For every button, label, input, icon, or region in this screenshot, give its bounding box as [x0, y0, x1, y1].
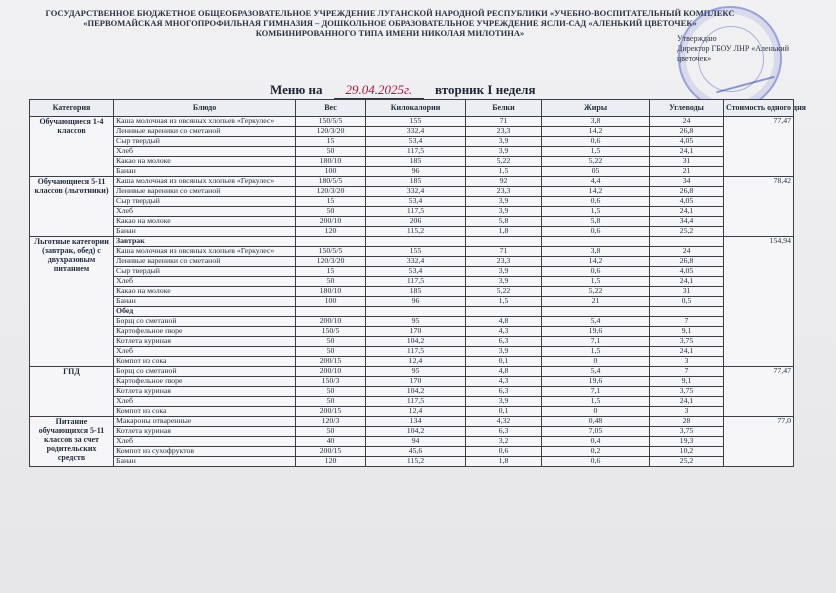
- carb-cell: 31: [650, 287, 724, 297]
- dish-cell: Борщ со сметаной: [114, 317, 296, 327]
- protein-cell: 23,3: [466, 127, 542, 137]
- weight-cell: 200/15: [296, 357, 366, 367]
- menu-table: [29, 99, 807, 467]
- kcal-cell: 53,4: [366, 197, 466, 207]
- dish-cell: Котлета куриная: [114, 387, 296, 397]
- fat-cell: 3,8: [542, 247, 650, 257]
- cost-cell: 77,47: [724, 367, 794, 417]
- dish-cell: Картофельное пюре: [114, 377, 296, 387]
- protein-cell: 0,1: [466, 407, 542, 417]
- weight-cell: 200/15: [296, 447, 366, 457]
- protein-cell: [466, 237, 542, 247]
- dish-cell: Компот из сока: [114, 407, 296, 417]
- protein-cell: 4,8: [466, 317, 542, 327]
- table-row: [30, 227, 794, 237]
- protein-cell: 1,8: [466, 457, 542, 467]
- protein-cell: 1,5: [466, 297, 542, 307]
- fat-cell: 1,5: [542, 397, 650, 407]
- cost-cell: 77,47: [724, 117, 794, 177]
- carb-cell: 24,1: [650, 397, 724, 407]
- table-row: [30, 357, 794, 367]
- protein-cell: 5,22: [466, 287, 542, 297]
- carb-cell: 21: [650, 167, 724, 177]
- protein-cell: 0,1: [466, 357, 542, 367]
- table-row: [30, 417, 794, 427]
- protein-cell: 23,3: [466, 257, 542, 267]
- approval-line-2: Директор ГБОУ ЛНР «Аленький: [677, 44, 789, 53]
- kcal-cell: 332,4: [366, 127, 466, 137]
- kcal-cell: [366, 237, 466, 247]
- weight-cell: 150/5/5: [296, 247, 366, 257]
- dish-cell: Котлета куриная: [114, 427, 296, 437]
- kcal-cell: 117,5: [366, 277, 466, 287]
- protein-cell: 6,3: [466, 427, 542, 437]
- dish-cell: Какао на молоке: [114, 217, 296, 227]
- carb-cell: 3,75: [650, 387, 724, 397]
- dish-cell: Банан: [114, 167, 296, 177]
- weight-cell: [296, 237, 366, 247]
- category-cell: Льготные категории (завтрак, обед) с двухразовым питанием: [30, 237, 114, 367]
- kcal-cell: 115,2: [366, 457, 466, 467]
- carb-cell: 3: [650, 357, 724, 367]
- table-row: [30, 167, 794, 177]
- weight-cell: 50: [296, 277, 366, 287]
- table-row: [30, 137, 794, 147]
- kcal-cell: 155: [366, 117, 466, 127]
- carb-cell: 3,75: [650, 427, 724, 437]
- table-row: [30, 207, 794, 217]
- column-header: Углеводы: [650, 100, 724, 117]
- kcal-cell: 117,5: [366, 147, 466, 157]
- fat-cell: 0,6: [542, 457, 650, 467]
- weight-cell: 180/10: [296, 157, 366, 167]
- carb-cell: 25,2: [650, 227, 724, 237]
- fat-cell: 3,8: [542, 117, 650, 127]
- cost-cell: 154,94: [724, 237, 794, 367]
- table-row: [30, 127, 794, 137]
- fat-cell: 0,6: [542, 267, 650, 277]
- cost-cell: 78,42: [724, 177, 794, 237]
- fat-cell: 14,2: [542, 127, 650, 137]
- kcal-cell: 104,2: [366, 337, 466, 347]
- header-line-1: ГОСУДАРСТВЕННОЕ БЮДЖЕТНОЕ ОБЩЕОБРАЗОВАТЕЛЬНОЕ УЧРЕЖДЕНИЕ ЛУГАНСКОЙ НАРОДНОЙ РЕСПУБЛИКИ «УЧЕБНО-ВОСПИТАТЕЛЬНЫЙ КОМПЛЕКС: [45, 8, 735, 18]
- fat-cell: 1,5: [542, 347, 650, 357]
- weight-cell: 50: [296, 337, 366, 347]
- carb-cell: 24,1: [650, 277, 724, 287]
- carb-cell: 24,1: [650, 147, 724, 157]
- kcal-cell: 117,5: [366, 207, 466, 217]
- dish-cell: Ленивые вареники со сметаной: [114, 257, 296, 267]
- protein-cell: 6,3: [466, 387, 542, 397]
- column-header: Блюдо: [114, 100, 296, 117]
- fat-cell: 5,4: [542, 367, 650, 377]
- protein-cell: 0,6: [466, 447, 542, 457]
- fat-cell: 19,6: [542, 377, 650, 387]
- weight-cell: 50: [296, 397, 366, 407]
- kcal-cell: 104,2: [366, 427, 466, 437]
- weight-cell: 120: [296, 457, 366, 467]
- fat-cell: 0,6: [542, 227, 650, 237]
- protein-cell: 1,5: [466, 167, 542, 177]
- dish-cell: Сыр твердый: [114, 137, 296, 147]
- carb-cell: 19,3: [650, 437, 724, 447]
- table-row: [30, 387, 794, 397]
- menu-title: [270, 82, 535, 99]
- menu-body: [30, 117, 794, 467]
- table-row: [30, 367, 794, 377]
- kcal-cell: 94: [366, 437, 466, 447]
- table-row: [30, 187, 794, 197]
- kcal-cell: 12,4: [366, 357, 466, 367]
- protein-cell: 3,9: [466, 137, 542, 147]
- carb-cell: 26,8: [650, 257, 724, 267]
- dish-cell: Банан: [114, 457, 296, 467]
- category-cell: Питание обучающихся 5-11 классов за счет родительских средств: [30, 417, 114, 467]
- table-row: [30, 427, 794, 437]
- weight-cell: 120/3/20: [296, 187, 366, 197]
- protein-cell: 5,22: [466, 157, 542, 167]
- carb-cell: 31: [650, 157, 724, 167]
- fat-cell: 1,5: [542, 207, 650, 217]
- weight-cell: 200/10: [296, 367, 366, 377]
- kcal-cell: 332,4: [366, 257, 466, 267]
- weight-cell: 180/5/5: [296, 177, 366, 187]
- protein-cell: 4,3: [466, 377, 542, 387]
- protein-cell: 6,3: [466, 337, 542, 347]
- table-row: [30, 347, 794, 357]
- fat-cell: [542, 237, 650, 247]
- column-header: Жиры: [542, 100, 650, 117]
- column-header: Категория: [30, 100, 114, 117]
- protein-cell: 3,9: [466, 277, 542, 287]
- kcal-cell: 185: [366, 157, 466, 167]
- category-cell: Обучающиеся 1-4 классов: [30, 117, 114, 177]
- carb-cell: 3: [650, 407, 724, 417]
- table-row: [30, 447, 794, 457]
- weight-cell: 200/10: [296, 317, 366, 327]
- carb-cell: 28: [650, 417, 724, 427]
- fat-cell: 4,4: [542, 177, 650, 187]
- column-header: Белки: [466, 100, 542, 117]
- dish-cell: Каша молочная из овсяных хлопьев «Геркулес»: [114, 247, 296, 257]
- fat-cell: 5,8: [542, 217, 650, 227]
- table-row: [30, 457, 794, 467]
- dish-cell: Какао на молоке: [114, 287, 296, 297]
- weight-cell: 200/15: [296, 407, 366, 417]
- table-row: [30, 267, 794, 277]
- dish-cell: Макароны отваренные: [114, 417, 296, 427]
- weight-cell: 40: [296, 437, 366, 447]
- kcal-cell: 206: [366, 217, 466, 227]
- kcal-cell: 185: [366, 177, 466, 187]
- weight-cell: 150/5/5: [296, 117, 366, 127]
- weight-cell: 120/3/20: [296, 127, 366, 137]
- carb-cell: 24: [650, 247, 724, 257]
- dish-cell: Котлета куриная: [114, 337, 296, 347]
- protein-cell: 3,9: [466, 197, 542, 207]
- weight-cell: 120/3: [296, 417, 366, 427]
- protein-cell: 4,32: [466, 417, 542, 427]
- cost-cell: 77,0: [724, 417, 794, 467]
- weight-cell: 50: [296, 347, 366, 357]
- fat-cell: 1,5: [542, 277, 650, 287]
- table-row: [30, 297, 794, 307]
- dish-cell: Каша молочная из овсяных хлопьев «Геркулес»: [114, 177, 296, 187]
- approval-line-3: цветочек»: [677, 54, 712, 63]
- fat-cell: 05: [542, 167, 650, 177]
- fat-cell: 14,2: [542, 257, 650, 267]
- kcal-cell: 53,4: [366, 137, 466, 147]
- dish-cell: Сыр твердый: [114, 197, 296, 207]
- kcal-cell: 134: [366, 417, 466, 427]
- weight-cell: 200/10: [296, 217, 366, 227]
- carb-cell: 34,4: [650, 217, 724, 227]
- carb-cell: 7: [650, 317, 724, 327]
- weight-cell: 50: [296, 387, 366, 397]
- table-row: [30, 327, 794, 337]
- carb-cell: 25,2: [650, 457, 724, 467]
- category-cell: Обучающиеся 5-11 классов (льготники): [30, 177, 114, 237]
- weight-cell: 50: [296, 427, 366, 437]
- header-row: [30, 100, 794, 117]
- carb-cell: 7: [650, 367, 724, 377]
- fat-cell: 19,6: [542, 327, 650, 337]
- dish-cell: Картофельное пюре: [114, 327, 296, 337]
- dish-cell: Ленивые вареники со сметаной: [114, 187, 296, 197]
- table-row: [30, 217, 794, 227]
- protein-cell: 92: [466, 177, 542, 187]
- kcal-cell: 117,5: [366, 397, 466, 407]
- carb-cell: 0,5: [650, 297, 724, 307]
- table-row: [30, 407, 794, 417]
- dish-cell: Хлеб: [114, 437, 296, 447]
- header-line-3: КОМБИНИРОВАННОГО ТИПА ИМЕНИ НИКОЛАЯ МИЛОТИНА»: [255, 28, 525, 38]
- fat-cell: 7,05: [542, 427, 650, 437]
- protein-cell: 71: [466, 247, 542, 257]
- carb-cell: 9,1: [650, 327, 724, 337]
- table-row: [30, 157, 794, 167]
- protein-cell: 4,3: [466, 327, 542, 337]
- kcal-cell: 170: [366, 377, 466, 387]
- weight-cell: 15: [296, 197, 366, 207]
- carb-cell: [650, 307, 724, 317]
- fat-cell: 0: [542, 357, 650, 367]
- kcal-cell: 95: [366, 317, 466, 327]
- dish-cell: Сыр твердый: [114, 267, 296, 277]
- dish-cell: Каша молочная из овсяных хлопьев «Геркулес»: [114, 117, 296, 127]
- protein-cell: 3,2: [466, 437, 542, 447]
- header-line-2: «ПЕРВОМАЙСКАЯ МНОГОПРОФИЛЬНАЯ ГИМНАЗИЯ – ДОШКОЛЬНОЕ ОБРАЗОВАТЕЛЬНОЕ УЧРЕЖДЕНИЕ ЯСЛИ-САД «АЛЕНЬКИЙ ЦВЕТОЧЕК»: [83, 18, 697, 28]
- dish-cell: Хлеб: [114, 277, 296, 287]
- weight-cell: 15: [296, 137, 366, 147]
- table-row: [30, 237, 794, 247]
- weight-cell: 15: [296, 267, 366, 277]
- dish-cell: Борщ со сметаной: [114, 367, 296, 377]
- kcal-cell: 45,6: [366, 447, 466, 457]
- table-row: [30, 307, 794, 317]
- fat-cell: 0,6: [542, 137, 650, 147]
- table-row: [30, 287, 794, 297]
- table-row: [30, 197, 794, 207]
- fat-cell: 5,4: [542, 317, 650, 327]
- kcal-cell: 155: [366, 247, 466, 257]
- table-row: [30, 437, 794, 447]
- kcal-cell: 104,2: [366, 387, 466, 397]
- table-row: [30, 147, 794, 157]
- dish-cell: Хлеб: [114, 207, 296, 217]
- fat-cell: [542, 307, 650, 317]
- table-row: [30, 177, 794, 187]
- column-header: Килокалории: [366, 100, 466, 117]
- protein-cell: 3,9: [466, 267, 542, 277]
- fat-cell: 21: [542, 297, 650, 307]
- protein-cell: 5,8: [466, 217, 542, 227]
- weight-cell: 100: [296, 167, 366, 177]
- fat-cell: 0,4: [542, 437, 650, 447]
- kcal-cell: 12,4: [366, 407, 466, 417]
- kcal-cell: 170: [366, 327, 466, 337]
- carb-cell: 3,75: [650, 337, 724, 347]
- fat-cell: 1,5: [542, 147, 650, 157]
- carb-cell: [650, 237, 724, 247]
- category-cell: ГПД: [30, 367, 114, 417]
- kcal-cell: 117,5: [366, 347, 466, 357]
- dish-cell: Банан: [114, 227, 296, 237]
- kcal-cell: 332,4: [366, 187, 466, 197]
- dish-cell: Обед: [114, 307, 296, 317]
- approval-line-1: Утверждаю: [677, 34, 717, 43]
- table-row: [30, 317, 794, 327]
- weight-cell: 180/10: [296, 287, 366, 297]
- carb-cell: 10,2: [650, 447, 724, 457]
- table-row: [30, 277, 794, 287]
- weight-cell: 150/3: [296, 377, 366, 387]
- weight-cell: 120/3/20: [296, 257, 366, 267]
- table-row: [30, 337, 794, 347]
- carb-cell: 24,1: [650, 347, 724, 357]
- column-header: Стоимость одного дня: [724, 100, 794, 117]
- weight-cell: 150/5: [296, 327, 366, 337]
- fat-cell: 0: [542, 407, 650, 417]
- dish-cell: Завтрак: [114, 237, 296, 247]
- fat-cell: 0,6: [542, 197, 650, 207]
- protein-cell: 3,9: [466, 347, 542, 357]
- kcal-cell: 185: [366, 287, 466, 297]
- carb-cell: 4,05: [650, 137, 724, 147]
- column-header: Вес: [296, 100, 366, 117]
- kcal-cell: 96: [366, 297, 466, 307]
- protein-cell: 1,8: [466, 227, 542, 237]
- table-row: [30, 257, 794, 267]
- protein-cell: 3,9: [466, 207, 542, 217]
- kcal-cell: 53,4: [366, 267, 466, 277]
- table-row: [30, 117, 794, 127]
- weight-cell: 100: [296, 297, 366, 307]
- dish-cell: Хлеб: [114, 347, 296, 357]
- institution-header: [20, 8, 760, 38]
- fat-cell: 5,22: [542, 157, 650, 167]
- fat-cell: 14,2: [542, 187, 650, 197]
- carb-cell: 9,1: [650, 377, 724, 387]
- weight-cell: 50: [296, 147, 366, 157]
- dish-cell: Банан: [114, 297, 296, 307]
- dish-cell: Хлеб: [114, 147, 296, 157]
- fat-cell: 7,1: [542, 337, 650, 347]
- dish-cell: Какао на молоке: [114, 157, 296, 167]
- fat-cell: 0,2: [542, 447, 650, 457]
- fat-cell: 7,1: [542, 387, 650, 397]
- dish-cell: Хлеб: [114, 397, 296, 407]
- carb-cell: 24,1: [650, 207, 724, 217]
- menu-date: 29.04.2025г.: [334, 82, 424, 99]
- weight-cell: 50: [296, 207, 366, 217]
- fat-cell: 0,48: [542, 417, 650, 427]
- carb-cell: 24: [650, 117, 724, 127]
- protein-cell: 3,9: [466, 397, 542, 407]
- protein-cell: 3,9: [466, 147, 542, 157]
- table-row: [30, 397, 794, 407]
- kcal-cell: 95: [366, 367, 466, 377]
- protein-cell: 71: [466, 117, 542, 127]
- carb-cell: 34: [650, 177, 724, 187]
- dish-cell: Компот из сухофруктов: [114, 447, 296, 457]
- protein-cell: [466, 307, 542, 317]
- carb-cell: 4,05: [650, 197, 724, 207]
- menu-title-prefix: Меню на: [270, 82, 323, 97]
- kcal-cell: [366, 307, 466, 317]
- weight-cell: [296, 307, 366, 317]
- weight-cell: 120: [296, 227, 366, 237]
- carb-cell: 26,8: [650, 127, 724, 137]
- table-row: [30, 377, 794, 387]
- kcal-cell: 96: [366, 167, 466, 177]
- fat-cell: 5,22: [542, 287, 650, 297]
- protein-cell: 23,3: [466, 187, 542, 197]
- table-row: [30, 247, 794, 257]
- protein-cell: 4,8: [466, 367, 542, 377]
- dish-cell: Ленивые вареники со сметаной: [114, 127, 296, 137]
- carb-cell: 4,05: [650, 267, 724, 277]
- kcal-cell: 115,2: [366, 227, 466, 237]
- menu-day: вторник I неделя: [435, 82, 536, 97]
- dish-cell: Компот из сока: [114, 357, 296, 367]
- carb-cell: 26,8: [650, 187, 724, 197]
